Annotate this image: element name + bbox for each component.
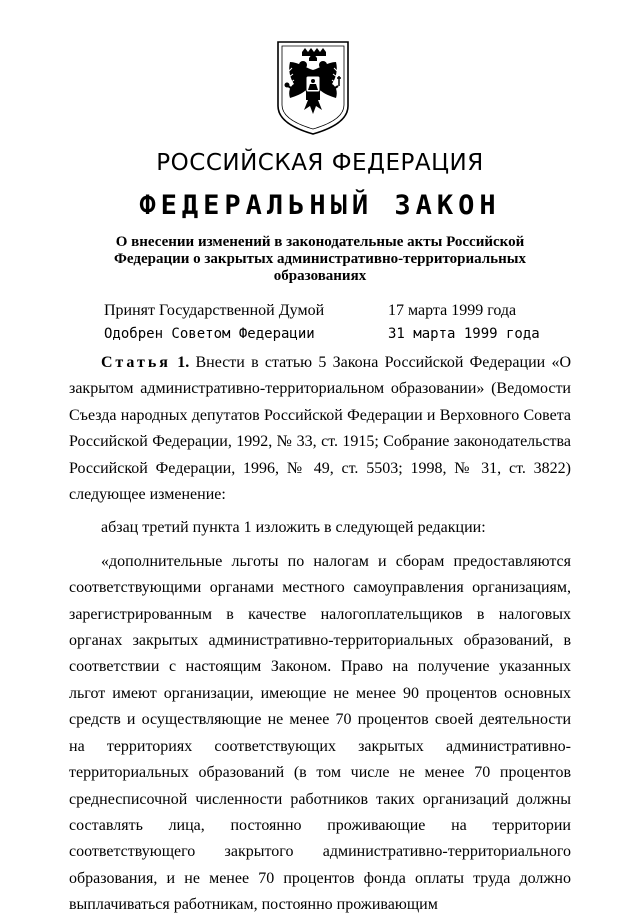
adoption-council-row [104,326,544,348]
russian-double-headed-eagle-icon [276,40,350,136]
adoption-label: Принят Государственной Думой [104,302,325,319]
adoption-date: 31 марта 1999 года [388,326,540,342]
adoption-duma-row [104,302,544,324]
adoption-label: Одобрен Советом Федерации [104,326,315,342]
article-text: Внести в статью 5 Закона Российской Федерации «О закрытом административно-территориальном образовании» (Ведомости Съезда народных депутатов Российской Федерации и Верховного Совета Российской Федерации, 1992, № 33, ст. 1915; Собрание законодательства Российской Федерации, 1996, № 49, ст. 5503; 1998, № 31, ст. 3822) следующее изменение: [69,354,572,504]
law-body [69,350,571,919]
law-type-heading: ФЕДЕРАЛЬНЫЙ ЗАКОН [139,190,501,221]
article-label: Статья [101,354,171,371]
article-1-paragraph [69,350,571,508]
adoption-date: 17 марта 1999 года [388,302,517,319]
article-number: 1. [177,354,190,371]
amendment-paragraph: абзац третий пункта 1 изложить в следующей редакции: [101,519,486,537]
law-title: О внесении изменений в законодательные акты Российской Федерации о закрытых административно-территориальных образованиях [114,234,526,284]
country-heading: РОССИЙСКАЯ ФЕДЕРАЦИЯ [156,150,484,176]
amendment-text-paragraph: «дополнительные льготы по налогам и сборам предоставляются соответствующими органами местного самоуправления организациям, зарегистрированным в качестве налогоплательщиков в налоговых органах закрытых административно-территориальных образований, в соответствии с настоящим Законом. Право на получение указанных льгот имеют организации, имеющие не менее 90 процентов основных средств и осуществляющие не менее 70 процентов своей деятельности на территориях соответствующих закрытых административно-территориальных образований (в том числе не менее 70 процентов среднесписочной численности работников таких организаций должны составлять лица, постоянно проживающие на территории соответствующего закрытого административно-территориального образования, и не менее 70 процентов фонда оплаты труда должно выплачиваться работникам, постоянно проживающим [69,552,571,914]
